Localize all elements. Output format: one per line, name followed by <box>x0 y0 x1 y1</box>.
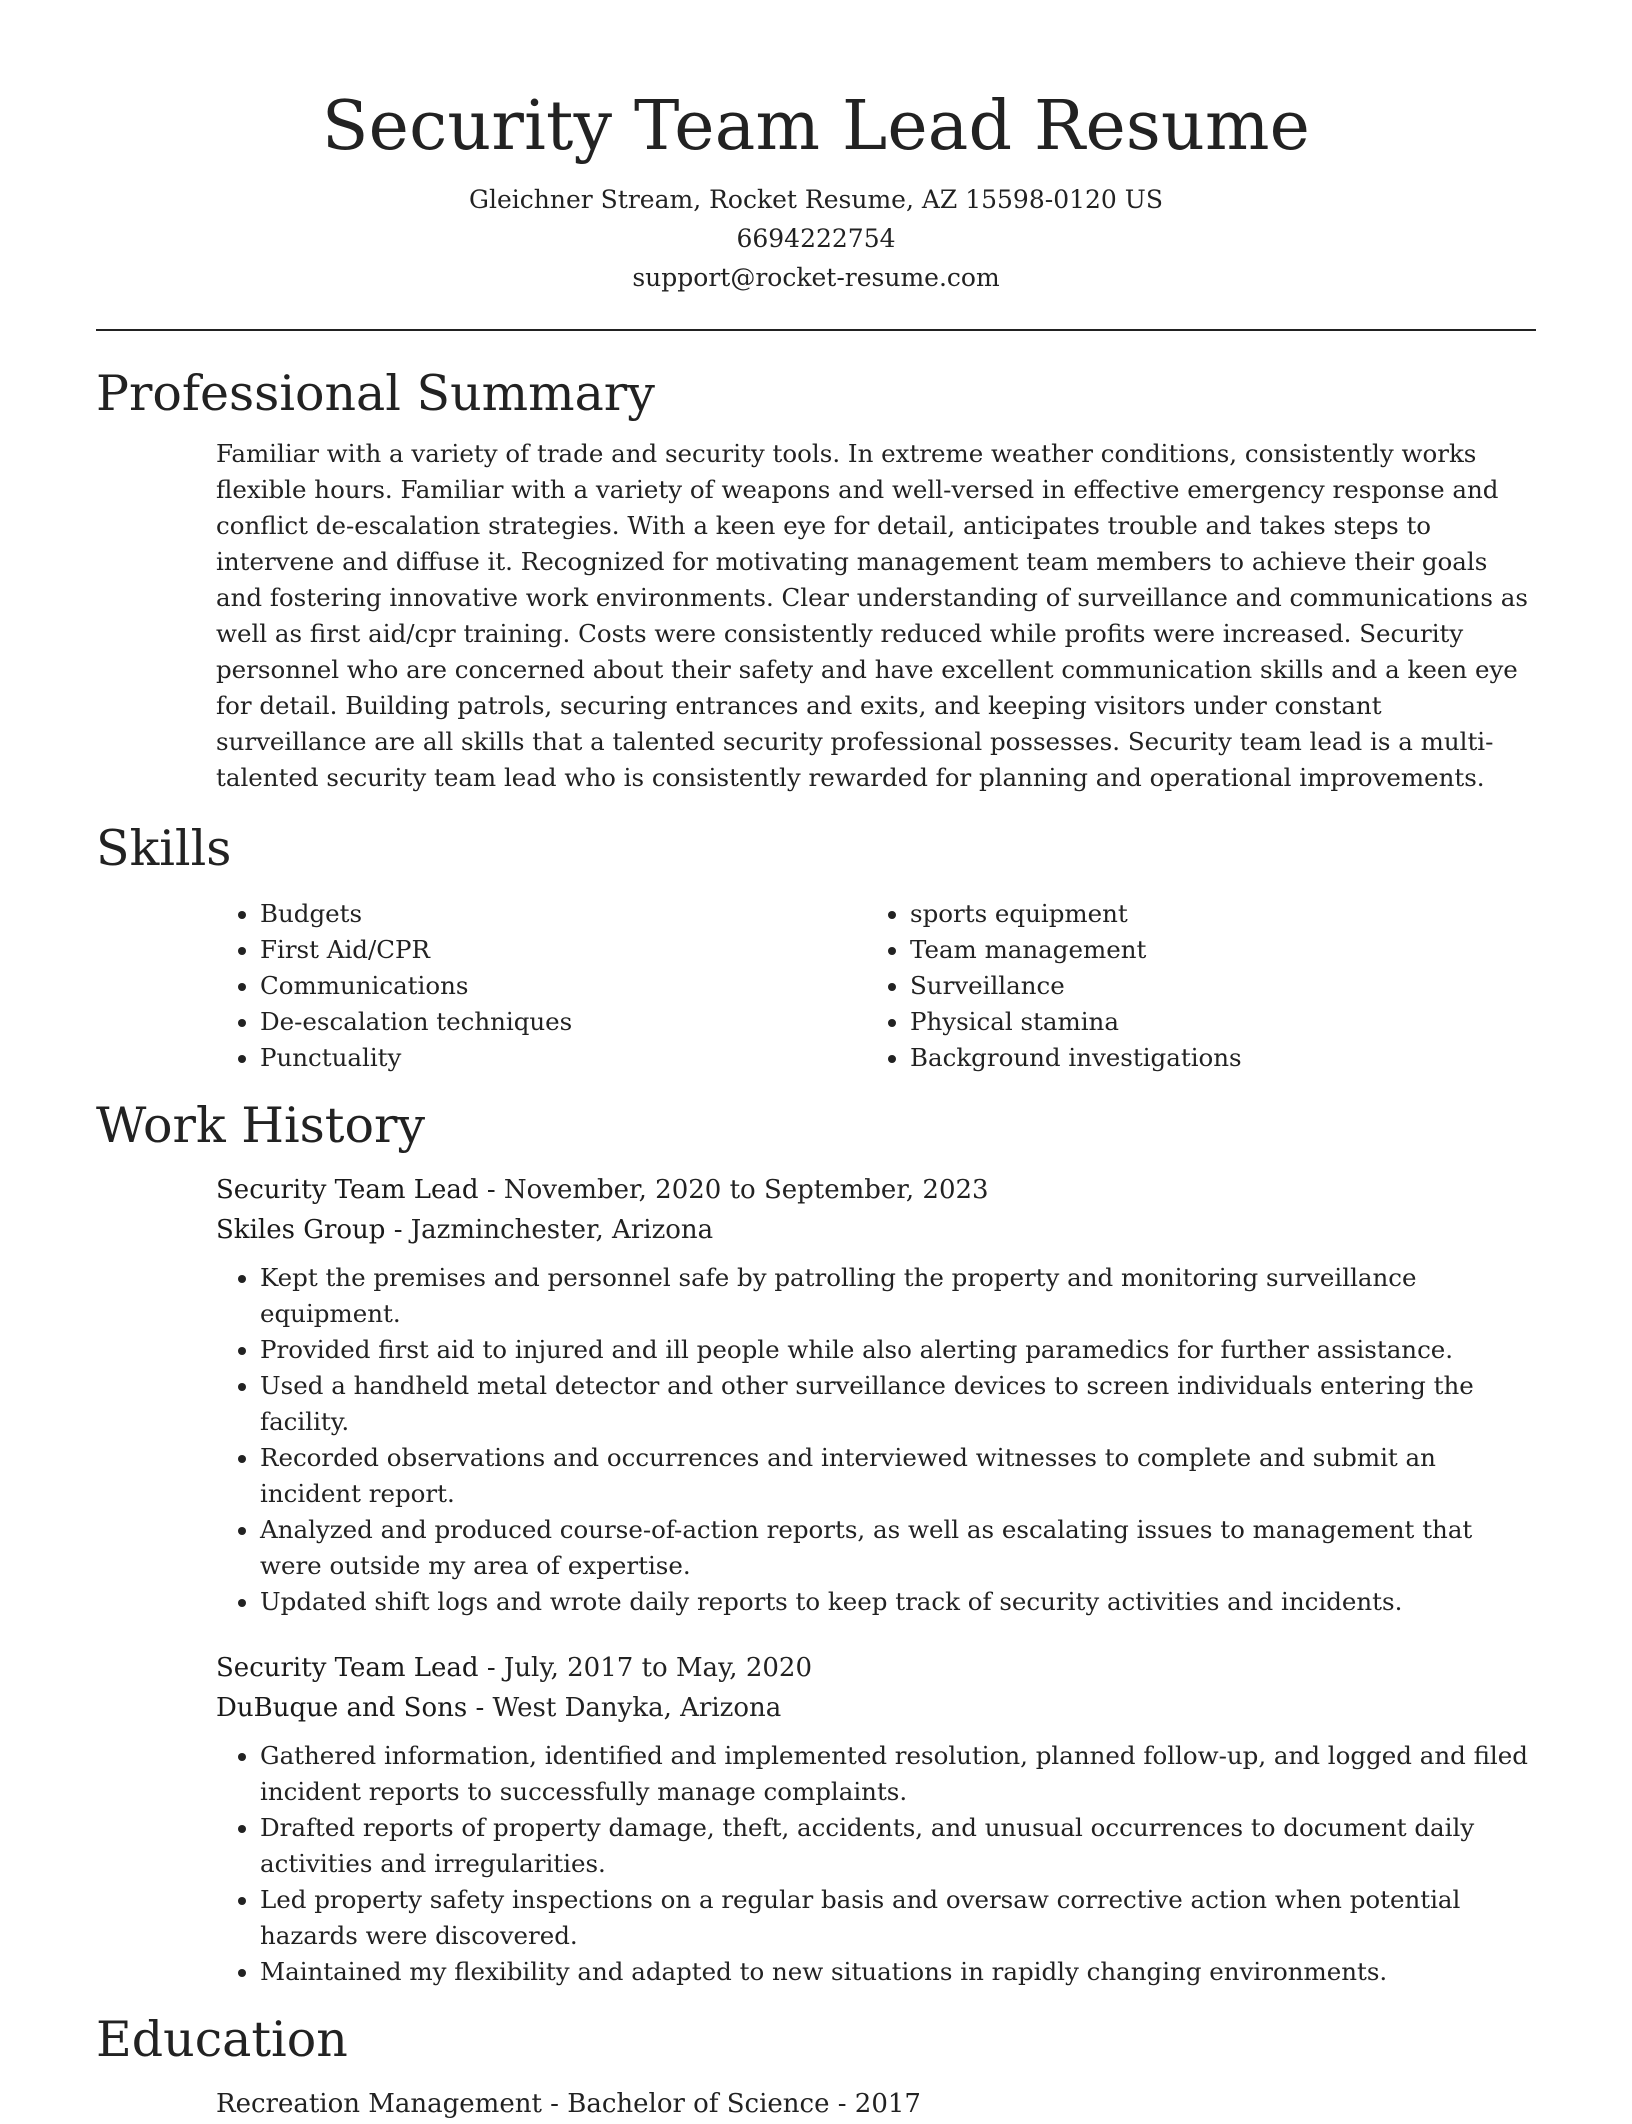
summary-heading: Professional Summary <box>96 365 655 422</box>
skills-column-left <box>216 896 866 1076</box>
skills-section <box>96 896 1536 1076</box>
contact-phone: 6694222754 <box>736 224 896 253</box>
job-duty: • Maintained my flexibility and adapted to new situations in rapidly changing environments. <box>260 1954 1536 1990</box>
summary-text: Familiar with a variety of trade and security tools. In extreme weather conditions, consistently works flexible hours. Familiar with a variety of weapons and well-versed in effective emergency response and conflict de-escalation strategies. With a keen eye for detail, anticipates trouble and takes steps to intervene and diffuse it. Recognized for motivating management team members to achieve their goals and fostering innovative work environments. Clear understanding of surveillance and communications as well as first aid/cpr training. Costs were consistently reduced while profits were increased. Security personnel who are concerned about their safety and have excellent communication skills and a keen eye for detail. Building patrols, securing entrances and exits, and keeping visitors under constant surveillance are all skills that a talented security professional possesses. Security team lead is a multi-talented security team lead who is consistently rewarded for planning and operational improvements. <box>216 439 1528 792</box>
skill-item: • sports equipment <box>910 896 1516 932</box>
job-location: - Jazminchester, Arizona <box>385 1215 714 1245</box>
job-duty: • Gathered information, identified and implemented resolution, planned follow-up, and logged and filed incident reports to successfully manage complaints. <box>260 1738 1536 1810</box>
job-dates: - July, 2017 to May, 2020 <box>478 1653 812 1683</box>
job-entry <box>216 1648 1536 1990</box>
work-history-heading: Work History <box>96 1097 426 1154</box>
skill-item: • Team management <box>910 932 1516 968</box>
skill-item: • Surveillance <box>910 968 1516 1004</box>
contact-address: Gleichner Stream, Rocket Resume, AZ 15598-0120 US <box>469 185 1163 214</box>
education-section <box>96 2084 1536 2124</box>
job-duty: • Kept the premises and personnel safe by patrolling the property and monitoring surveillance equipment. <box>260 1260 1536 1332</box>
job-location: - West Danyka, Arizona <box>467 1693 782 1723</box>
job-role: Security Team Lead <box>216 1175 479 1205</box>
skills-grid <box>216 896 1536 1076</box>
job-duty: • Drafted reports of property damage, theft, accidents, and unusual occurrences to document daily activities and irregularities. <box>260 1810 1536 1882</box>
job-company-line <box>216 1210 1536 1250</box>
job-title-line <box>216 1648 1536 1688</box>
resume-title: Security Team Lead Resume <box>321 87 1311 166</box>
skills-column-right <box>866 896 1516 1076</box>
job-company-line <box>216 1688 1536 1728</box>
skill-item: • First Aid/CPR <box>260 932 866 968</box>
job-entry <box>216 1170 1536 1620</box>
job-role: Security Team Lead <box>216 1653 479 1683</box>
summary-section <box>96 436 1536 796</box>
skill-item: • Budgets <box>260 896 866 932</box>
education-entry: Recreation Management - Bachelor of Science - 2017 <box>216 2089 921 2119</box>
job-company: DuBuque and Sons <box>216 1693 468 1723</box>
skills-heading: Skills <box>96 820 232 877</box>
header-divider <box>96 329 1536 331</box>
job-duty: • Led property safety inspections on a regular basis and oversaw corrective action when potential hazards were discovered. <box>260 1882 1536 1954</box>
job-duty: • Analyzed and produced course-of-action reports, as well as escalating issues to management that were outside my area of expertise. <box>260 1512 1536 1584</box>
job-title-line <box>216 1170 1536 1210</box>
skill-item: • Physical stamina <box>910 1004 1516 1040</box>
job-duties-list <box>216 1738 1536 1990</box>
job-duty: • Recorded observations and occurrences and interviewed witnesses to complete and submit an incident report. <box>260 1440 1536 1512</box>
job-company: Skiles Group <box>216 1215 386 1245</box>
education-heading: Education <box>96 2011 348 2068</box>
skill-item: • De-escalation techniques <box>260 1004 866 1040</box>
job-duty: • Used a handheld metal detector and other surveillance devices to screen individuals entering the facility. <box>260 1368 1536 1440</box>
skill-item: • Background investigations <box>910 1040 1516 1076</box>
job-duty: • Updated shift logs and wrote daily reports to keep track of security activities and incidents. <box>260 1584 1536 1620</box>
job-duties-list <box>216 1260 1536 1620</box>
skill-item: • Punctuality <box>260 1040 866 1076</box>
job-dates: - November, 2020 to September, 2023 <box>478 1175 989 1205</box>
contact-email: support@rocket-resume.com <box>632 263 1000 292</box>
resume-header <box>96 0 1536 297</box>
skill-item: • Communications <box>260 968 866 1004</box>
contact-info <box>96 180 1536 297</box>
work-history-section <box>96 1170 1536 1990</box>
job-duty: • Provided first aid to injured and ill people while also alerting paramedics for further assistance. <box>260 1332 1536 1368</box>
